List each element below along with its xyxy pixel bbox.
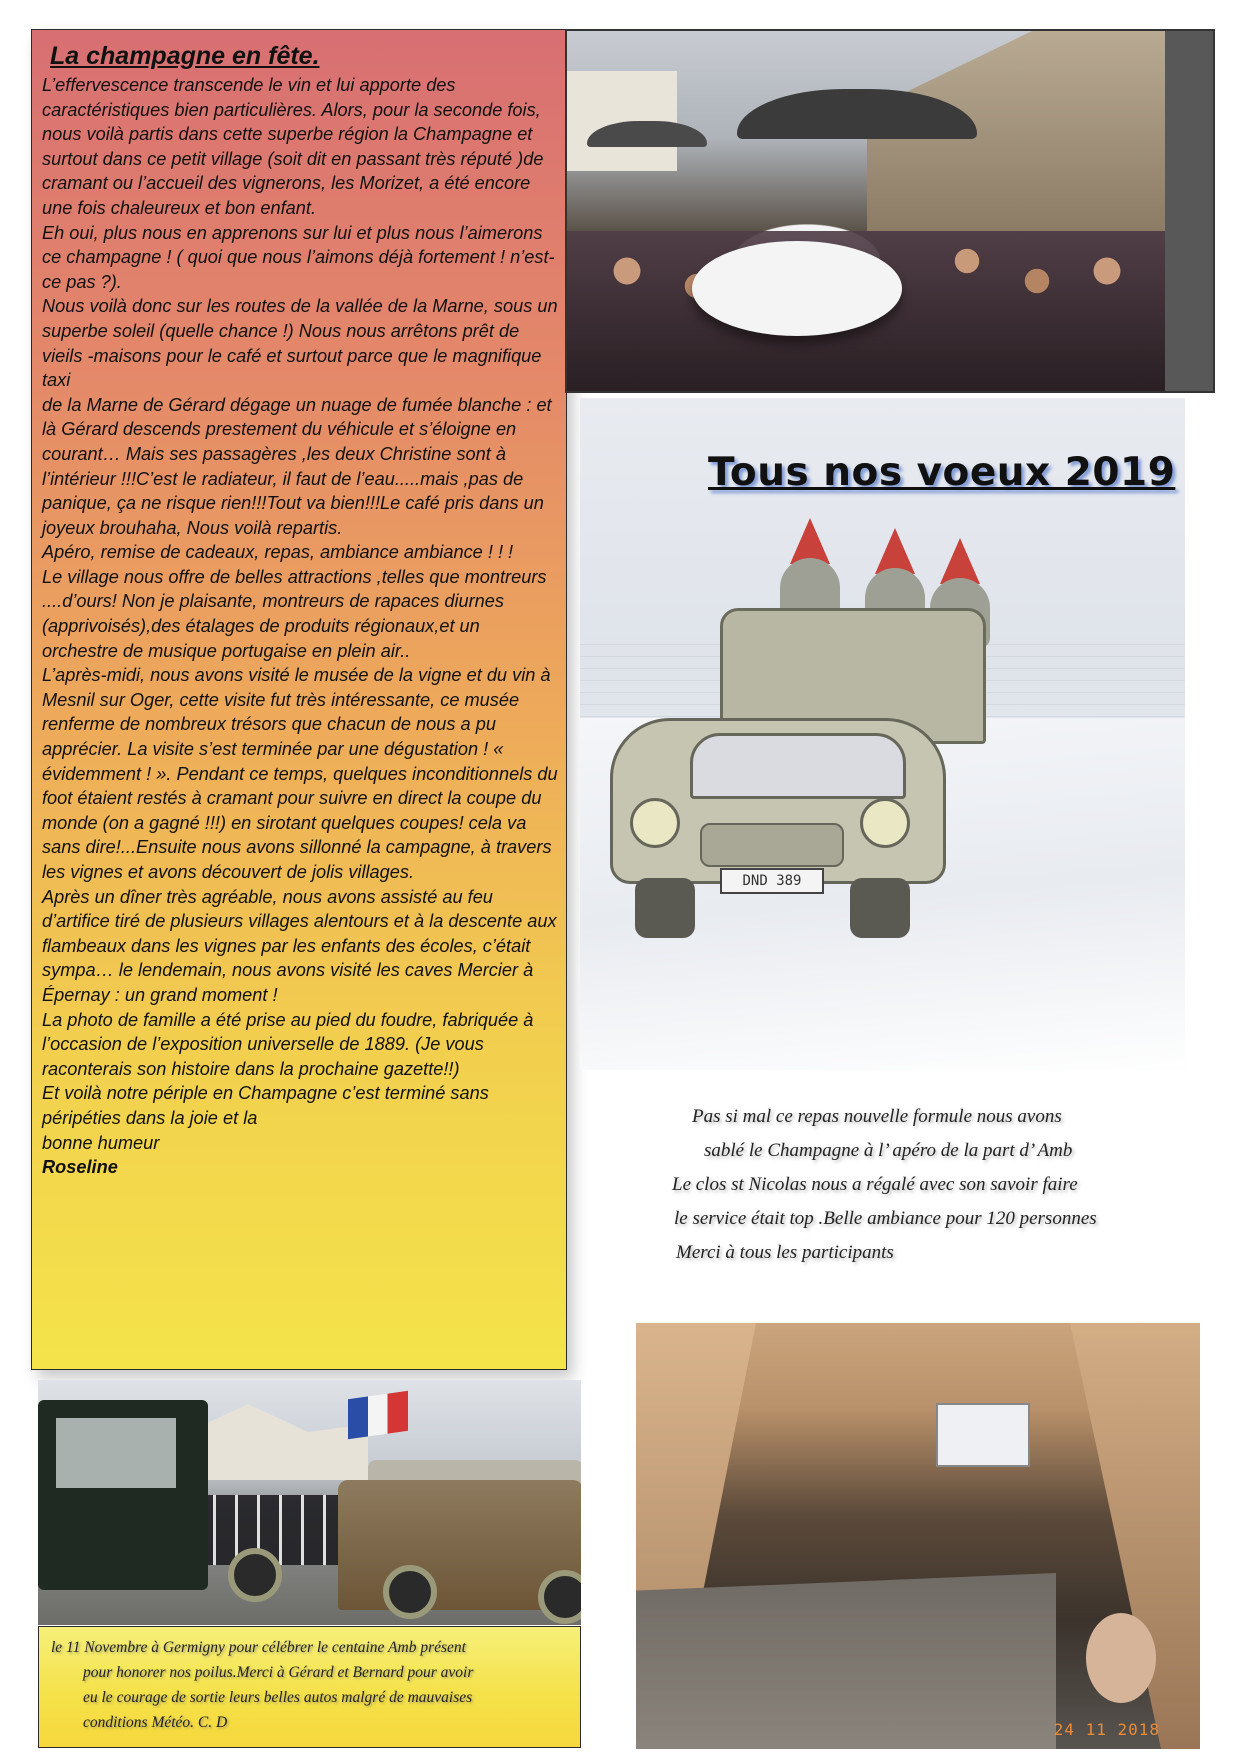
article-paragraph: Le village nous offre de belles attractions ,telles que montreurs ....d’ours! Non je plaisante, montreurs de rapaces diurnes (apprivoisés),des étalages de produits régionaux,et un orchestre de musique portugaise en plein air.. — [42, 566, 547, 661]
truck-plate: DND 389 — [720, 868, 824, 894]
terrace-gathering-photo — [565, 29, 1215, 393]
article-paragraph: Apéro, remise de cadeaux, repas, ambiance ambiance ! ! ! — [42, 542, 514, 563]
article-paragraph: de la Marne de Gérard dégage un nuage de fumée blanche : et là Gérard descends prestement du véhicule et s’éloigne en courant… Mais ses passagères ,les deux Christine sont à l’intérieur !!!C’est le radiateur, il faut de l’eau.....mais ,pas de panique, ça ne risque rien!!!Tout va bien!!!Le café pris dans un joyeux brouhaha, Nous voilà repartis. — [42, 394, 552, 538]
truck-headlamp — [860, 798, 910, 848]
article-paragraph: Nous voilà donc sur les routes de la vallée de la Marne, sous un superbe soleil (quelle chance !) Nous nous arrêtons prêt de vieils -maisons pour le café et surtout parce que le magnifique taxi — [42, 296, 558, 391]
meal-caption-line: Merci à tous les participants — [676, 1242, 894, 1263]
remembrance-caption — [38, 1626, 581, 1748]
article-paragraph: L’effervescence transcende le vin et lui apporte des caractéristiques bien particulières. Alors, pour la seconde fois, nous voilà partis dans cette superbe région la Champagne et surtout dans ce petit village (soit dit en passant très réputé )de cramant ou l’accueil des vignerons, les Morizet, a été encore une fois chaleureux et bon enfant. — [42, 75, 544, 218]
article-box — [31, 29, 567, 1370]
truck-wheel — [850, 878, 910, 938]
meal-caption-line: sablé le Champagne à l’ apéro de la part d’ Amb — [704, 1140, 1073, 1161]
photo-wheel — [383, 1565, 437, 1619]
banquet-photo — [636, 1323, 1200, 1749]
photo-frame-edge — [1165, 31, 1213, 391]
truck-headlamp — [630, 798, 680, 848]
photo-guest — [1086, 1613, 1156, 1703]
article-paragraph: Et voilà notre périple en Champagne c’est terminé sans péripéties dans la joie et la — [42, 1083, 489, 1128]
article-paragraph: L’après-midi, nous avons visité le musée de la vigne et du vin à Mesnil sur Oger, cette visite fut très intéressante, ce musée renferme de nombreux trésors que chacun de nous a pu apprécier. La visite s’est terminée par une dégustation ! « évidemment ! ». Pendant ce temps, quelques inconditionnels du foot étaient restés à cramant pour suivre en direct la coupe du monde (on a gagné !!!) en sirotant quelques coupes! cela va sans dire!...Ensuite nous avons sillonné la campagne, à travers les vignes et avons découvert de jolis villages. — [42, 665, 558, 882]
photo-crowd — [567, 231, 1213, 391]
remembrance-line: le 11 Novembre à Germigny pour célébrer le centaine Amb présent — [51, 1639, 466, 1656]
truck-wheel — [635, 878, 695, 938]
article-paragraph: Eh oui, plus nous en apprenons sur lui et plus nous l’aimerons ce champagne ! ( quoi que nous l’aimons déjà fortement ! n’est-ce pas ?). — [42, 222, 555, 292]
article-paragraph: Après un dîner très agréable, nous avons assisté au feu d’artifice tiré de plusieurs villages alentours et à la descente aux flambeaux dans les vignes par les enfants des écoles, c’était sympa… le lendemain, nous avons visité les caves Mercier à Épernay : un grand moment ! — [42, 886, 557, 1005]
remembrance-line: pour honorer nos poilus.Merci à Gérard et Bernard pour avoir — [83, 1664, 474, 1681]
photo-table — [692, 241, 902, 336]
photo-old-car — [38, 1400, 208, 1590]
truck-drawing — [610, 608, 1010, 938]
greeting-illustration — [580, 398, 1185, 1070]
remembrance-line: conditions Météo. C. D — [83, 1714, 228, 1731]
photo-table — [636, 1573, 1056, 1749]
meal-caption — [672, 1100, 1232, 1270]
vintage-cars-photo — [38, 1380, 581, 1625]
article-body — [42, 73, 558, 1180]
article-paragraph: La photo de famille a été prise au pied du foudre, fabriquée à l’occasion de l’exposition universelle de 1889. (Je vous raconterais son histoire dans la prochaine gazette!!) — [42, 1009, 534, 1079]
photo-projection-screen — [936, 1403, 1030, 1467]
meal-caption-line: Pas si mal ce repas nouvelle formule nous avons — [692, 1106, 1062, 1127]
truck-windshield — [690, 733, 906, 799]
remembrance-line: eu le courage de sortie leurs belles autos malgré de mauvaises — [83, 1689, 473, 1706]
greeting-title: Tous nos voeux 2019 — [708, 450, 1176, 495]
photo-wheel — [538, 1570, 581, 1624]
article-author: Roseline — [42, 1157, 118, 1178]
french-flag — [348, 1391, 408, 1439]
photo-wheel — [228, 1548, 282, 1602]
article-title: La champagne en fête. — [50, 42, 320, 70]
meal-caption-line: le service était top .Belle ambiance pour 120 personnes — [674, 1208, 1097, 1229]
photo-marching-band — [203, 1495, 353, 1565]
photo-car-window — [56, 1418, 176, 1488]
meal-caption-line: Le clos st Nicolas nous a régalé avec son savoir faire — [672, 1174, 1078, 1195]
truck-grille — [700, 823, 844, 867]
photo-date-stamp: 24 11 2018 — [1053, 1720, 1160, 1739]
article-paragraph: bonne humeur — [42, 1132, 160, 1153]
